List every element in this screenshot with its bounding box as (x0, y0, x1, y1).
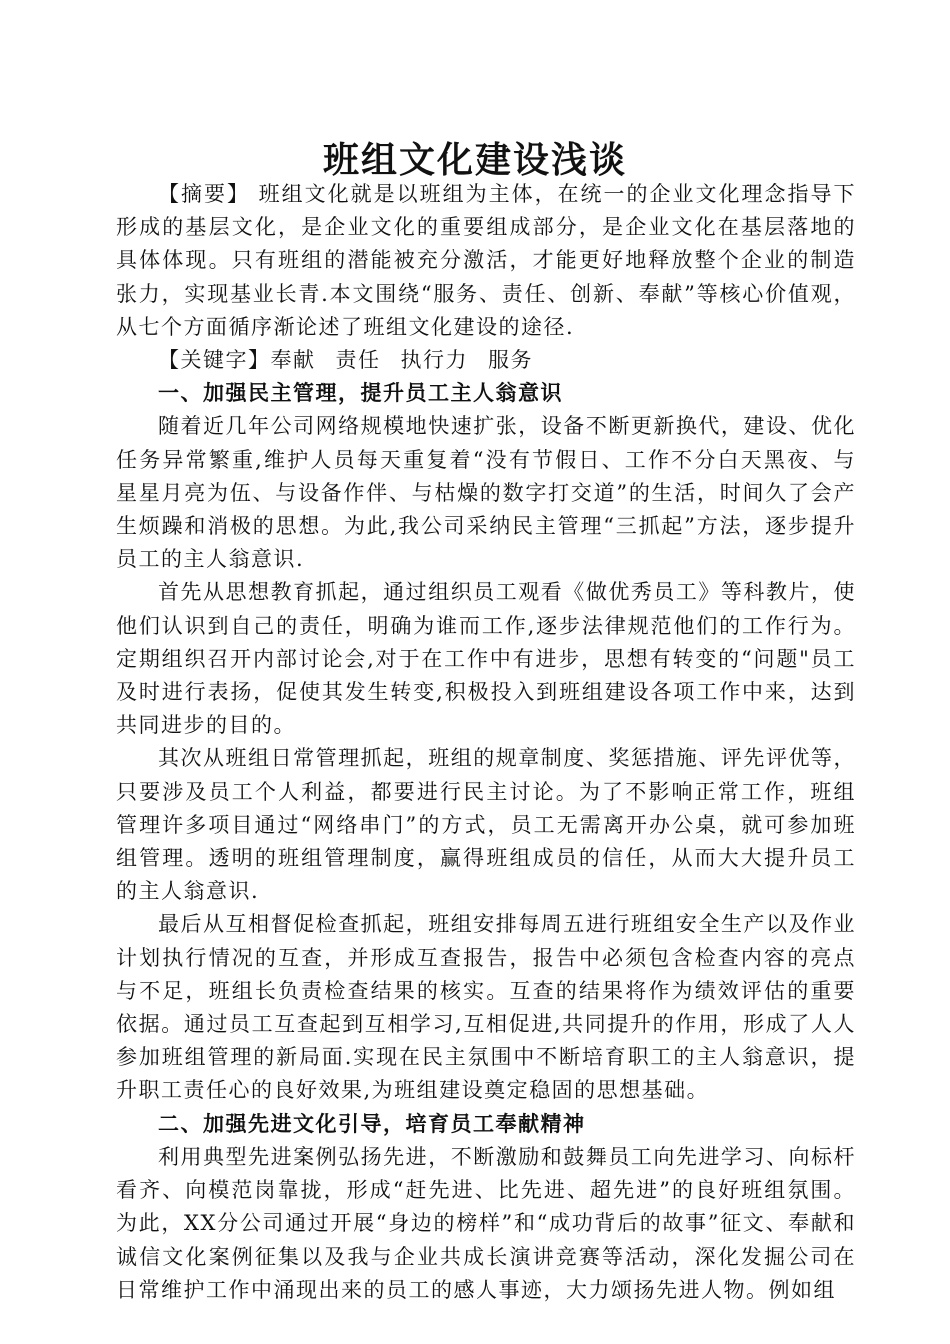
abstract-paragraph: 【摘要】 班组文化就是以班组为主体，在统一的企业文化理念指导下形成的基层文化，是企业文化的重要组成部分，是企业文化在基层落地的具体体现。只有班组的潜能被充分激活，才能更好地释放整个企业的制造张力，实现基业长青.本文围绕“服务、责任、创新、奉献”等核心价值观，从七个方面循序渐论述了班组文化建设的途径. (116, 182, 856, 339)
body-paragraph: 最后从互相督促检查抓起，班组安排每周五进行班组安全生产以及作业计划执行情况的互查，并形成互查报告，报告中必须包含检查内容的亮点与不足，班组长负责检查结果的核实。互查的结果将作为绩效评估的重要依据。通过员工互查起到互相学习,互相促进,共同提升的作用，形成了人人参加班组管理的新局面.实现在民主氛围中不断培育职工的主人翁意识，提升职工责任心的良好效果,为班组建设奠定稳固的思想基础。 (116, 912, 856, 1103)
keyword: 服务 (488, 348, 533, 373)
body-paragraph: 其次从班组日常管理抓起，班组的规章制度、奖惩措施、评先评优等，只要涉及员工个人利益，都要进行民主讨论。为了不影响正常工作，班组管理许多项目通过“网络串门”的方式，员工无需离开办公桌，就可参加班组管理。透明的班组管理制度，赢得班组成员的信任，从而大大提升员工的主人翁意识. (116, 746, 856, 904)
body-paragraph: 利用典型先进案例弘扬先进，不断激励和鼓舞员工向先进学习、向标杆看齐、向模范岗靠拢，形成“赶先进、比先进、超先进”的良好班组氛围。为此，XX分公司通过开展“身边的榜样”和“成功背后的故事”征文、奉献和诚信文化案例征集以及我与企业共成长演讲竞赛等活动，深化发掘公司在日常维护工作中涌现出来的员工的感人事迹，大力颂扬先进人物。例如组 (116, 1144, 856, 1302)
document-title: 班组文化建设浅谈 (322, 140, 627, 181)
document-body (116, 178, 856, 1307)
keywords-line (116, 344, 856, 377)
body-paragraph: 首先从思想教育抓起，通过组织员工观看《做优秀员工》等科教片，使他们认识到自己的责任，明确为谁而工作,逐步法律规范他们的工作行为。定期组织召开内部讨论会,对于在工作中有进步，思想有转变的“问题"员工及时进行表扬，促使其发生转变,积极投入到班组建设各项工作中来，达到共同进步的目的。 (116, 580, 856, 738)
section-heading: 一、加强民主管理，提升员工主人翁意识 (158, 381, 563, 406)
body-paragraph: 随着近几年公司网络规模地快速扩张，设备不断更新换代，建设、优化任务异常繁重,维护人员每天重复着“没有节假日、工作不分白天黑夜、与星星月亮为伍、与设备作伴、与枯燥的数字打交道”的生活，时间久了会产生烦躁和消极的思想。为此,我公司采纳民主管理“三抓起”方法，逐步提升员工的主人翁意识. (116, 414, 856, 572)
keywords-label: 【关键字】 (158, 348, 271, 373)
keyword: 执行力 (400, 348, 468, 373)
keyword: 奉献 (270, 348, 316, 373)
keyword: 责任 (335, 348, 381, 373)
section-heading: 二、加强先进文化引导，培育员工奉献精神 (158, 1111, 586, 1136)
